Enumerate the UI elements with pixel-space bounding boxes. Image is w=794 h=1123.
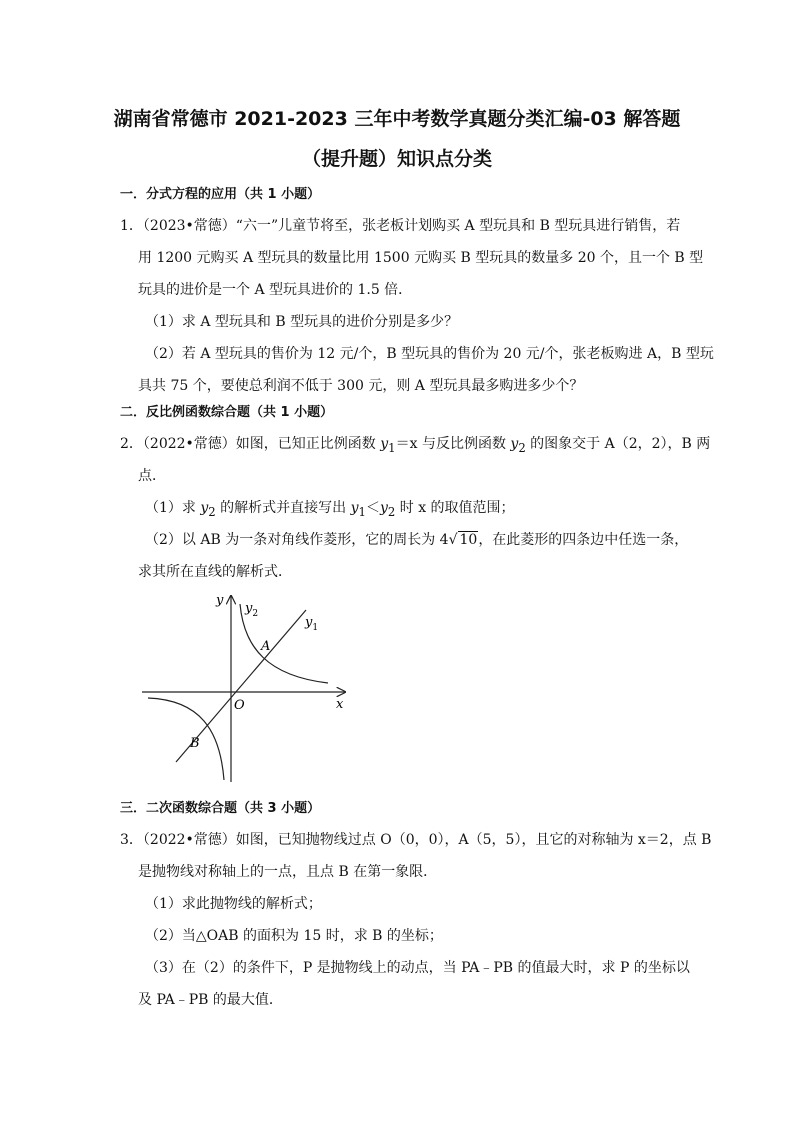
section-heading-2: 二．反比例函数综合题（共 1 小题） [120, 405, 334, 420]
q2-sub: 2 [208, 504, 216, 519]
q2-p1-text: 时 x 的取值范围； [395, 500, 515, 516]
q2-text: 的图象交于 A（2，2），B 两 [525, 436, 711, 452]
section-heading-3: 三．二次函数综合题（共 3 小题） [120, 801, 321, 816]
x-axis-label: x [336, 697, 344, 712]
q1-stem-line-1: 1．（2023•常德）“六一”儿童节将至，张老板计划购买 A 型玩具和 B 型玩具进行销售，若 [120, 218, 681, 234]
q2-var-y: y [380, 436, 389, 452]
q3-part-3-line-1: （3）在（2）的条件下，P 是抛物线上的动点，当 PA﹣PB 的值最大时，求 P 的坐标以 [145, 960, 690, 976]
q3-part-3-line-2: 及 PA﹣PB 的最大值． [138, 992, 283, 1008]
q2-p1-text: 的解析式并直接写出 [215, 500, 351, 516]
y1-label-base: y [305, 615, 313, 630]
q2-p2-text: ，在此菱形的四条边中任选一条， [478, 532, 689, 548]
q2-sub: 2 [518, 440, 526, 455]
q2-sub: 2 [387, 504, 396, 519]
q2-var-y: y [510, 436, 519, 452]
sqrt-radicand: 10 [459, 532, 478, 548]
q2-sub: 1 [358, 504, 366, 519]
sqrt-sign: √ [448, 532, 458, 548]
document-title-line-2: （提升题）知识点分类 [301, 148, 492, 170]
q3-stem-line-2: 是抛物线对称轴上的一点，且点 B 在第一象限． [138, 864, 438, 880]
hyperbola-branch-third-quadrant [148, 698, 224, 780]
q3-part-1: （1）求此抛物线的解析式； [145, 896, 322, 912]
q2-p2-text: （2）以 AB 为一条对角线作菱形，它的周长为 4 [145, 532, 449, 548]
point-a-label: A [261, 639, 271, 654]
q1-part-2-line-2: 具共 75 个，要使总利润不低于 300 元，则 A 型玩具最多购进多少个？ [138, 378, 584, 394]
y2-label-sub: 2 [252, 609, 259, 619]
point-b-label: B [190, 736, 200, 751]
q2-sub: 1 [388, 440, 396, 455]
y2-label [244, 601, 258, 619]
y-axis-label: y [216, 593, 224, 608]
q2-var-y: y [350, 500, 359, 516]
q3-part-2: （2）当△OAB 的面积为 15 时，求 B 的坐标； [145, 928, 443, 944]
q2-var-y: y [200, 500, 209, 516]
q2-figure [140, 590, 355, 790]
y2-label-base: y [245, 601, 253, 616]
q1-stem-line-2: 用 1200 元购买 A 型玩具的数量比用 1500 元购买 B 型玩具的数量多 20 个，且一个 B 型 [138, 250, 704, 266]
document-title-line-1: 湖南省常德市 2021-2023 三年中考数学真题分类汇编-03 解答题 [113, 108, 681, 130]
q2-var-y: y [379, 500, 388, 516]
q2-stem-line-1 [120, 434, 710, 458]
q2-part-2-line-1 [145, 530, 688, 550]
y1-label-sub: 1 [312, 623, 319, 633]
q2-text: ＝x 与反比例函数 [395, 436, 511, 452]
q1-stem-line-3: 玩具的进价是一个 A 型玩具进价的 1.5 倍． [138, 282, 413, 298]
q2-p1-text: ＜ [365, 500, 380, 516]
q2-text: 2．（2022•常德）如图，已知正比例函数 [120, 436, 381, 452]
q3-stem-line-1: 3．（2022•常德）如图，已知抛物线过点 O（0，0），A（5，5），且它的对称轴为 x＝2，点 B [120, 832, 712, 848]
origin-label: O [234, 698, 245, 713]
section-heading-1: 一．分式方程的应用（共 1 小题） [120, 187, 321, 202]
y1-label [304, 615, 318, 633]
q1-part-1: （1）求 A 型玩具和 B 型玩具的进价分别是多少？ [145, 314, 459, 330]
q2-part-2-line-2: 求其所在直线的解析式． [138, 564, 292, 580]
q2-part-1 [145, 498, 515, 522]
q2-p1-text: （1）求 [145, 500, 201, 516]
q2-stem-line-2: 点． [138, 468, 166, 484]
q1-part-2-line-1: （2）若 A 型玩具的售价为 12 元/个，B 型玩具的售价为 20 元/个，张老板购进 A，B 型玩 [145, 346, 714, 362]
